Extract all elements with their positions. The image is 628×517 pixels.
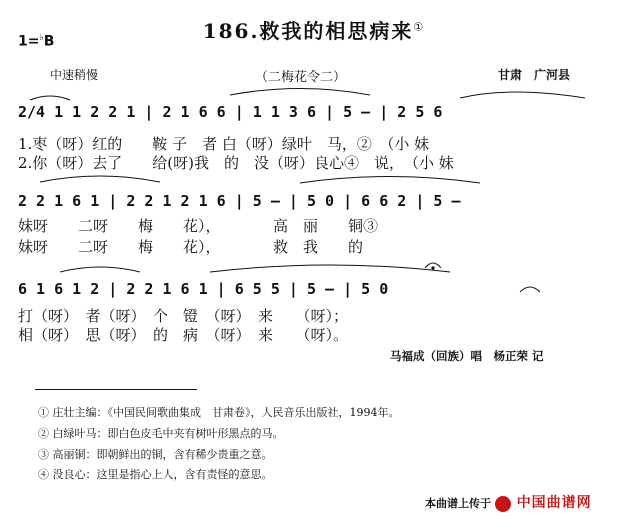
lyrics-line-1-verse-1: 1.枣（呀）红的 鞍 子 者 白（呀）绿叶 马，② （小 妹 <box>18 135 430 153</box>
lyrics-line-2-verse-2: 妹呀 二呀 梅 花）， 救 我 的 <box>18 238 364 256</box>
footnote-3: ③ 高丽铜：即朝鲜出的铜，含有稀少贵重之意。 <box>38 448 273 461</box>
footnote-1: ① 庄壮主编：《中国民间歌曲集成 甘肃卷》，人民音乐出版社，1994年。 <box>38 406 400 419</box>
song-subtitle: （二梅花令二） <box>255 70 347 85</box>
site-name-link[interactable]: 中国曲谱网 <box>516 495 592 511</box>
notation-line-3: 6 1 6 1 2 | 2 2 1 6 1 | 6 5 5 | 5 — | 5 0 <box>18 280 389 298</box>
song-region: 甘肃 广河县 <box>498 68 571 82</box>
lyrics-line-1-verse-2: 2.你（呀）去了 给(呀)我 的 没（呀）良心④ 说， （小 妹 <box>18 154 454 172</box>
key-signature: 1=♭B <box>18 33 55 50</box>
lyrics-line-3-verse-2: 相（呀） 思（呀） 的 病 （呀） 来 （呀）。 <box>18 326 349 344</box>
notation-line-1: 2/4 1 1 2 2 1 | 2 1 6 6 | 1 1 3 6 | 5 — | 2 5 6 <box>18 103 443 121</box>
footnote-divider <box>35 389 197 390</box>
site-logo-icon <box>495 496 511 512</box>
tempo-marking: 中速稍慢 <box>50 68 99 82</box>
footnote-4: ④ 没良心：这里是指心上人，含有责怪的意思。 <box>38 468 273 481</box>
credit-line: 马福成（回族）唱 杨正荣 记 <box>390 349 544 363</box>
footer-attribution: 本曲谱上传于 中国曲谱网 <box>425 495 592 511</box>
lyrics-line-2-verse-1: 妹呀 二呀 梅 花）， 高 丽 铜③ <box>18 217 379 235</box>
footnote-2: ② 白绿叶马：即白色皮毛中夹有树叶形黑点的马。 <box>38 427 284 440</box>
notation-line-2: 2 2 1 6 1 | 2 2 1 2 1 6 | 5 — | 5 0 | 6 6 2 | 5 — <box>18 192 461 210</box>
lyrics-line-3-verse-1: 打（呀） 者（呀） 个 镫 （呀） 来 （呀）； <box>18 307 349 325</box>
song-title: 186.救我的相思病来① <box>202 19 426 43</box>
